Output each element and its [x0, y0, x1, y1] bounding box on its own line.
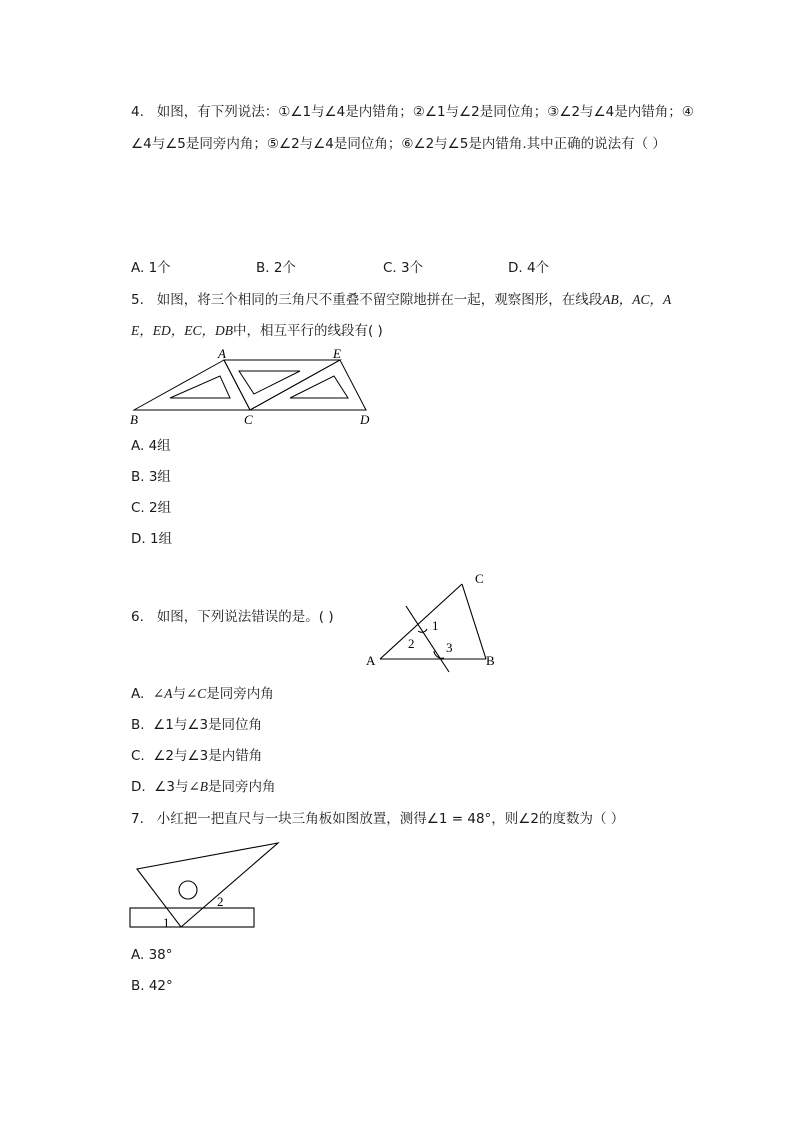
q7-stem-text: 小红把一把直尺与一块三角板如图放置，测得: [156, 811, 427, 827]
q5-triangle-3-inner: [290, 376, 348, 398]
q6-stem-text: 如图，下列说法错误的是。( ): [156, 609, 334, 625]
q5-label-d: D: [360, 412, 370, 427]
q6-stem: [131, 607, 334, 627]
q6-option-c-conj: 与: [174, 748, 188, 764]
q6-option-c[interactable]: [131, 746, 262, 766]
q7-stem-end: ，则∠2的度数为（ ）: [491, 811, 625, 827]
q5-label-c: C: [244, 412, 253, 427]
q4-option-b[interactable]: B. 2个: [256, 260, 296, 276]
q6-option-c-angle-2: ∠3: [187, 748, 209, 764]
q7-set-square: [137, 843, 278, 927]
q6-triangle-figure: [362, 570, 502, 674]
q7-ruler-triangle-figure: [128, 838, 288, 934]
q4-number: 4.: [131, 104, 144, 120]
q4-line-1: [131, 102, 694, 122]
q5-triangle-2-inner: [239, 371, 300, 394]
q6-option-b[interactable]: [131, 715, 262, 735]
q6-option-a[interactable]: [131, 684, 274, 704]
q6-label-b: B: [486, 653, 495, 668]
q7-set-square-hole: [179, 881, 197, 899]
q5-line-1: [131, 290, 671, 310]
q6-option-c-text: 是内错角: [208, 748, 263, 764]
q6-label-a: A: [366, 653, 376, 668]
q5-number: 5.: [131, 292, 144, 308]
q6-label-c: C: [475, 571, 484, 586]
q5-label-e: E: [333, 346, 341, 361]
q6-option-d-text: 是同旁内角: [208, 779, 276, 795]
q5-triangle-2: [224, 360, 340, 410]
q6-option-d-angle-1: ∠3: [154, 779, 175, 795]
q6-option-a-text: 是同旁内角: [206, 686, 274, 702]
q4-stem-line-2: ∠4与∠5是同旁内角；⑤∠2与∠4是同位角；⑥∠2与∠5是内错角.其中正确的说法有（ ）: [131, 136, 666, 152]
q4-line-2: [131, 134, 666, 154]
q7-label-2: 2: [217, 894, 224, 909]
q6-option-b-letter: B.: [131, 717, 145, 733]
q5-stem-end: 中，相互平行的线段有( ): [233, 323, 383, 339]
q6-option-d[interactable]: [131, 777, 276, 797]
q5-option-d[interactable]: D. 1组: [131, 531, 173, 547]
q6-option-a-angle-2: ∠C: [185, 686, 207, 701]
q5-option-b[interactable]: B. 3组: [131, 469, 171, 485]
q4-option-d[interactable]: D. 4个: [508, 260, 550, 276]
q5-triangle-1-inner: [170, 376, 230, 398]
q5-stem-text: 如图，将三个相同的三角尺不重叠不留空隙地拼在一起，观察图形，在线段: [156, 292, 603, 308]
q5-label-b: B: [130, 412, 138, 427]
q6-option-c-letter: C.: [131, 748, 145, 764]
q6-option-b-angle-2: ∠3: [187, 717, 209, 733]
q7-option-a[interactable]: A. 38°: [131, 947, 173, 963]
q5-triangle-3: [250, 360, 366, 410]
q6-option-b-text: 是同位角: [208, 717, 263, 733]
q6-side-cb: [462, 584, 486, 659]
q5-segments-1: AB，AC，A: [602, 292, 672, 307]
q6-option-b-angle-1: ∠1: [153, 717, 174, 733]
q7-option-b[interactable]: B. 42°: [131, 978, 173, 994]
q6-option-c-angle-1: ∠2: [153, 748, 175, 764]
q7-number: 7.: [131, 811, 144, 827]
q6-option-a-letter: A.: [131, 686, 145, 702]
q6-option-d-angle-2: ∠B: [188, 779, 209, 794]
q6-option-a-angle-1: ∠A: [152, 686, 173, 701]
q7-angle-value: ∠1 = 48°: [426, 811, 492, 827]
q5-segments-2: E，ED，EC，DB: [131, 323, 233, 338]
q6-option-a-conj: 与: [172, 686, 186, 702]
q5-triangles-figure: [128, 346, 378, 428]
q4-option-a[interactable]: A. 1个: [131, 260, 171, 276]
q6-option-d-conj: 与: [174, 779, 189, 795]
q6-label-1: 1: [432, 618, 439, 633]
q6-label-3: 3: [446, 640, 453, 655]
q6-label-2: 2: [408, 636, 415, 651]
q6-option-d-letter: D.: [131, 779, 146, 795]
q7-label-1: 1: [163, 915, 170, 930]
q6-number: 6.: [131, 609, 144, 625]
q6-option-b-conj: 与: [173, 717, 188, 733]
q5-label-a: A: [218, 346, 226, 361]
q5-option-c[interactable]: C. 2组: [131, 500, 172, 516]
q5-line-2: [131, 321, 383, 341]
q5-triangle-1: [134, 360, 250, 410]
q7-stem: [131, 809, 624, 829]
q5-option-a[interactable]: A. 4组: [131, 438, 171, 454]
q4-option-c[interactable]: C. 3个: [383, 260, 424, 276]
q4-stem-line-1: 如图，有下列说法：①∠1与∠4是内错角；②∠1与∠2是同位角；③∠2与∠4是内错角；④: [156, 104, 694, 120]
